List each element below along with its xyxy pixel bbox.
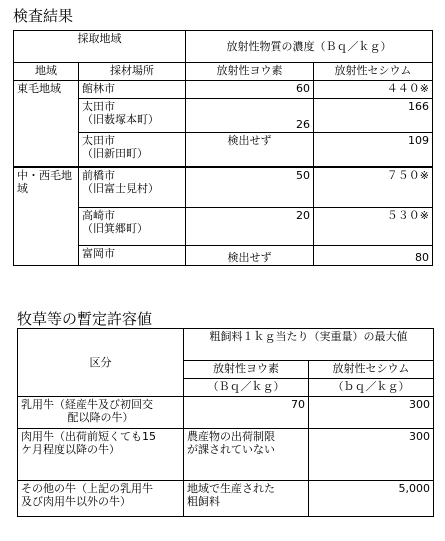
location-cell: 館林市 <box>79 81 186 99</box>
cesium-limit: 5,000 <box>309 481 434 517</box>
header-max-value: 粗飼料１ｋｇ当たり（実重量）の最大値 <box>184 329 434 361</box>
category-line-2: 及び肉用牛以外の牛） <box>21 495 131 508</box>
category-cell <box>18 481 184 517</box>
location-cell <box>79 208 186 246</box>
note-line-2: 粗飼料 <box>187 495 220 508</box>
header-cesium: 放射性セシウム <box>309 361 434 379</box>
iodine-value: 26 <box>186 99 314 133</box>
cesium-limit: 300 <box>309 429 434 481</box>
iodine-value: 50 <box>186 167 314 208</box>
location-city: 高崎市 <box>82 209 115 222</box>
note-line-1: 地域で生産された <box>187 482 275 495</box>
location-former-town: （旧箕郷町） <box>82 222 148 235</box>
location-cell: 富岡市 <box>79 246 186 266</box>
cesium-limit: 300 <box>309 397 434 429</box>
header-sampling-area: 採取地域 <box>14 31 186 63</box>
note-line-2: が課されていない <box>187 443 275 456</box>
location-former-town: （旧薮塚本町） <box>82 113 159 126</box>
note-line-1: 農産物の出荷制限 <box>187 430 275 443</box>
iodine-value: 検出せず <box>186 246 314 266</box>
cesium-value: ５３０※ <box>314 208 433 246</box>
location-cell <box>79 167 186 208</box>
region-cell: 中・西毛地域 <box>14 167 79 266</box>
category-cell <box>18 397 184 429</box>
category-line-2: ケ月程度以降の牛） <box>21 443 120 456</box>
provisional-limits-title: 牧草等の暫定許容値 <box>17 310 153 328</box>
category-cell <box>18 429 184 481</box>
iodine-limit-note <box>184 429 309 481</box>
header-cesium: 放射性セシウム <box>314 63 433 81</box>
iodine-value: 検出せず <box>186 133 314 167</box>
iodine-value: 60 <box>186 81 314 99</box>
header-iodine-unit: （Ｂｑ／ｋｇ） <box>184 379 309 397</box>
location-city: 太田市 <box>82 100 115 113</box>
header-cesium-unit: （ｂｑ／ｋｇ） <box>309 379 434 397</box>
header-category: 区分 <box>18 329 184 397</box>
location-former-town: （旧新田町） <box>82 147 148 160</box>
cesium-value: ４４０※ <box>314 81 433 99</box>
cesium-value: ７５０※ <box>314 167 433 208</box>
header-location: 採材場所 <box>79 63 186 81</box>
inspection-results-title: 検査結果 <box>13 7 74 25</box>
header-region: 地域 <box>14 63 79 81</box>
category-line-1: 乳用牛（経産牛及び初回交 <box>21 398 153 411</box>
header-iodine: 放射性ヨウ素 <box>184 361 309 379</box>
location-cell <box>79 99 186 133</box>
header-concentration: 放射性物質の濃度（Ｂｑ／ｋｇ） <box>186 31 433 63</box>
category-line-2: 配以降の牛） <box>67 411 134 424</box>
iodine-limit: 70 <box>184 397 309 429</box>
location-cell <box>79 133 186 167</box>
location-former-town: （旧富士見村） <box>82 181 159 195</box>
inspection-results-table <box>13 30 433 266</box>
cesium-value: 166 <box>314 99 433 133</box>
header-iodine: 放射性ヨウ素 <box>186 63 314 81</box>
location-city: 前橋市 <box>82 168 115 182</box>
cesium-value: 109 <box>314 133 433 167</box>
provisional-limits-table <box>17 328 434 517</box>
category-line-1: その他の牛（上記の乳用牛 <box>21 482 153 495</box>
cesium-value: 80 <box>314 246 433 266</box>
region-cell: 東毛地域 <box>14 81 79 167</box>
category-line-1: 肉用牛（出荷前短くても15 <box>21 430 156 443</box>
iodine-value: 20 <box>186 208 314 246</box>
location-city: 太田市 <box>82 134 115 147</box>
iodine-limit-note <box>184 481 309 517</box>
